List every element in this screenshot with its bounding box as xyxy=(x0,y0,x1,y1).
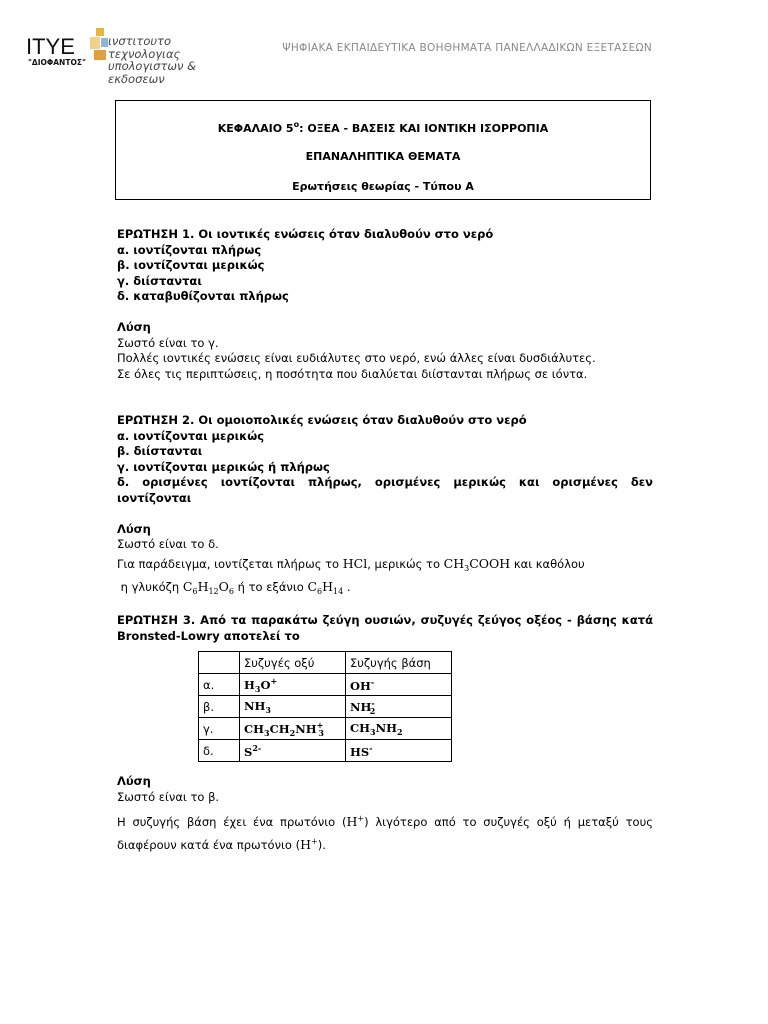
question-2-text: ΕΡΩΤΗΣΗ 2. Οι ομοιοπολικές ενώσεις όταν διαλυθούν στο νερό xyxy=(117,413,527,427)
logo-acronym: ΙΤΥΕ xyxy=(26,34,75,59)
section-subtitle: ΕΠΑΝΑΛΗΠΤΙΚΑ ΘΕΜΑΤΑ xyxy=(305,150,461,163)
table-header-base: Συζυγής βάση xyxy=(346,652,452,674)
row-label: γ. xyxy=(199,718,240,740)
q1-solution-label: Λύση xyxy=(117,320,151,334)
row-label: β. xyxy=(199,696,240,718)
question-3-text: ΕΡΩΤΗΣΗ 3. Από τα παρακάτω ζεύγη ουσιών, συζυγές ζεύγος οξέος - βάσης κατά Bronsted-Lowry αποτελεί το xyxy=(117,613,653,643)
q1-explanation-1: Πολλές ιοντικές ενώσεις είναι ευδιάλυτες στο νερό, ενώ άλλες είναι δυσδιάλυτες. xyxy=(117,351,596,365)
acid-cell: $H_3O^+$ xyxy=(240,674,346,696)
question-1-text: ΕΡΩΤΗΣΗ 1. Οι ιοντικές ενώσεις όταν διαλυθούν στο νερό xyxy=(117,227,494,241)
base-cell: OH- xyxy=(346,674,452,696)
q2-answer: Σωστό είναι το δ. xyxy=(117,537,219,551)
q2-solution-label: Λύση xyxy=(117,521,151,536)
logo xyxy=(26,26,256,86)
formula-hcl: HCl xyxy=(342,555,368,571)
table-row xyxy=(199,718,452,740)
question-2 xyxy=(117,413,653,600)
q2-option-a: α. ιοντίζονται μερικώς xyxy=(117,428,265,443)
row-label: α. xyxy=(199,674,240,696)
title-box xyxy=(115,100,651,200)
q2-explanation-2: η γλυκόζη $C_6H_{12}O_6$ ή το εξάνιο $C_6H_{14}$ . xyxy=(120,579,351,596)
table-row xyxy=(199,674,452,696)
q1-option-b: β. ιοντίζονται μερικώς xyxy=(117,258,265,272)
q3-solution-label: Λύση xyxy=(117,774,151,788)
formula-glucose: $C_6H_{12}O_6$ xyxy=(182,579,234,596)
logo-text: ινστιτουτο τεχνολογιας υπολογιστων & εκδοσεων xyxy=(108,34,197,86)
formula-proton: H+ xyxy=(346,814,365,829)
q3-explanation: Η συζυγής βάση έχει ένα πρωτόνιο (H+) λιγότερο από το συζυγές οξύ ή μεταξύ τους διαφέρουν κατά ένα πρωτόνιο (H+). xyxy=(117,814,653,852)
conjugate-pairs-table xyxy=(198,651,452,762)
q2-option-b: β. διίστανται xyxy=(117,444,203,458)
q1-answer: Σωστό είναι το γ. xyxy=(117,335,219,350)
formula-acetic-acid: $CH_3COOH$ xyxy=(443,555,511,573)
logo-subname: "ΔΙΟΦΑΝΤΟΣ" xyxy=(28,58,86,67)
question-type: Ερωτήσεις θεωρίας - Τύπου Α xyxy=(292,180,474,193)
q2-option-c: γ. ιοντίζονται μερικώς ή πλήρως xyxy=(117,459,330,474)
chapter-title: ΚΕΦΑΛΑΙΟ $5^o$: ΟΞΕΑ - ΒΑΣΕΙΣ ΚΑΙ ΙΟΝΤΙΚΗ ΙΣΟΡΡΟΠΙΑ xyxy=(217,120,549,135)
table-header-empty xyxy=(199,652,240,674)
table-row xyxy=(199,696,452,718)
table-row xyxy=(199,740,452,762)
base-cell: $CH_3NH_2$ xyxy=(346,718,452,740)
q2-option-d: δ. ορισμένες ιοντίζονται πλήρως, ορισμένες μερικώς και ορισμένες δεν ιοντίζονται xyxy=(117,475,653,505)
table-header-acid: Συζυγές οξύ xyxy=(240,652,346,674)
row-label: δ. xyxy=(199,740,240,762)
q2-explanation-1: Για παράδειγμα, ιοντίζεται πλήρως το HCl, μερικώς το $CH_3COOH$ και καθόλου xyxy=(117,555,585,573)
acid-cell: $CH_3CH_2NH^+_3$ xyxy=(240,718,346,740)
question-3-solution xyxy=(117,774,653,855)
q1-option-a: α. ιοντίζονται πλήρως xyxy=(117,242,262,257)
formula-hexane: $C_6H_{14}$ xyxy=(307,579,344,596)
table-header-row xyxy=(199,652,452,674)
acid-cell: $S^{2-}$ xyxy=(240,740,346,762)
q1-option-c: γ. διίστανται xyxy=(117,273,202,288)
page-header: ΨΗΦΙΑΚΑ ΕΚΠΑΙΔΕΥΤΙΚΑ ΒΟΗΘΗΜΑΤΑ ΠΑΝΕΛΛΑΔΙΚΩΝ ΕΞΕΤΑΣΕΩΝ xyxy=(282,42,652,54)
q3-answer: Σωστό είναι το β. xyxy=(117,789,220,804)
base-cell: $NH^-_2$ xyxy=(346,696,452,718)
base-cell: HS- xyxy=(346,740,452,762)
formula-proton: H+ xyxy=(300,837,318,852)
q1-option-d: δ. καταβυθίζονται πλήρως xyxy=(117,289,289,303)
acid-cell: $NH_3$ xyxy=(240,696,346,718)
question-1 xyxy=(117,227,653,382)
q1-explanation-2: Σε όλες τις περιπτώσεις, η ποσότητα που διαλύεται διίστανται πλήρως σε ιόντα. xyxy=(117,366,588,381)
